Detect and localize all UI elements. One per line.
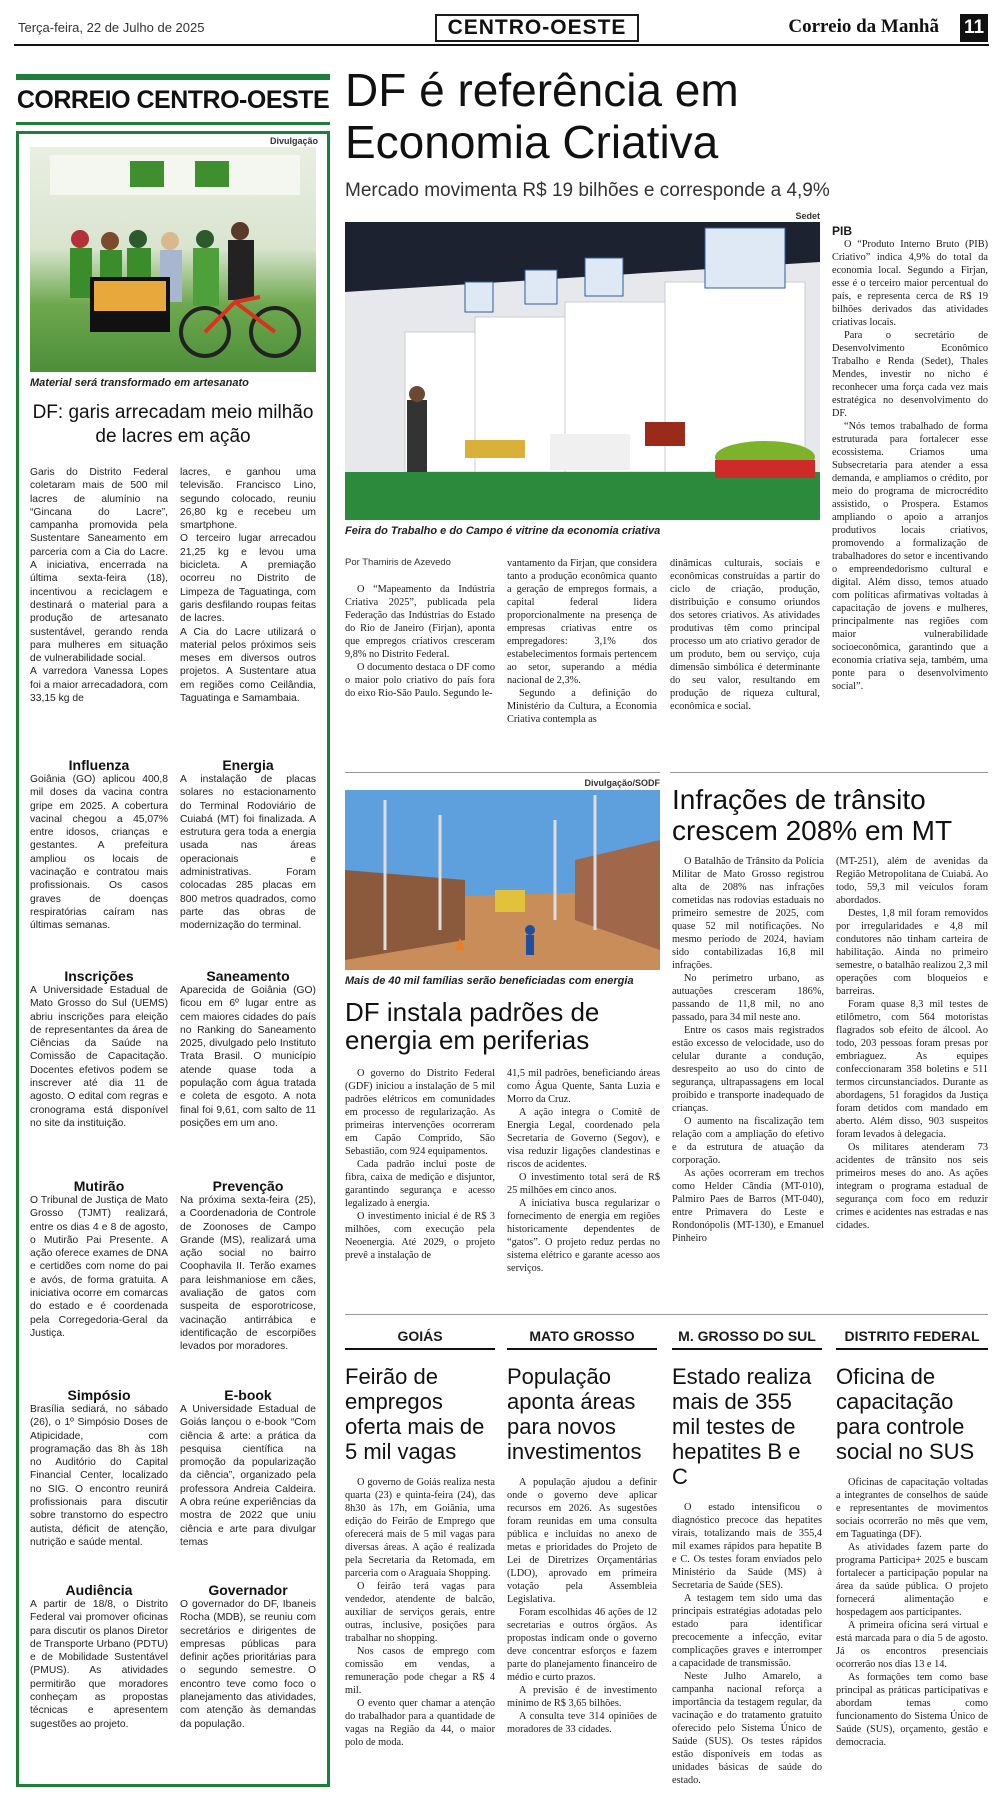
fair-stands-photo	[345, 222, 820, 520]
body-paragraph: Para o secretário de Desenvolvimento Econômico Trabalho e Renda (Sedet), Thales Mendes, investir no nicho é reconhecer uma força cada vez mais estratégica no desenvolvimento do DF.	[832, 330, 988, 419]
energy-col2	[507, 1067, 660, 1275]
body-paragraph: O investimento inicial é de R$ 3 milhões, com execução pela Neoenergia. Até 2029, o projeto prevê a instalação de	[345, 1211, 495, 1261]
note-text: Goiânia (GO) aplicou 400,8 mil doses da vacina contra gripe em 2025. A cobertura vacinal chegou a 45,07% entre idosos, crianças e gestantes. A prefeitura ampliou os locais de vacinação e contratou mais profissionais. Os casos graves de doenças respiratórias caíram nas últimas semanas.	[30, 774, 168, 932]
body-paragraph: A primeira oficina será virtual e está marcada para o dia 5 de agosto. Já os encontros presenciais ocorrerão nos dias 13 e 14.	[836, 1620, 988, 1670]
pib-heading: PIB	[832, 224, 853, 238]
note-text: O governador do DF, Ibaneis Rocha (MDB), se reuniu com secretários e dirigentes de empresas públicas para definir ações prioritárias para o segundo semestre. O encontro teve como foco o planejamento das atividades, com atenção às demandas da população.	[180, 1599, 316, 1730]
traffic-col2	[836, 855, 988, 1232]
body-paragraph: Os militares atenderam 73 acidentes de trânsito nos seis primeiros meses do ano. As ações integram o programa estadual de segurança com foco em reduzir crimes e acidentes nas estradas e nas cidades.	[836, 1142, 988, 1231]
sidebar-top-rule	[16, 74, 330, 80]
region-label: DISTRITO FEDERAL	[836, 1328, 988, 1350]
body-paragraph: “Nós temos trabalhado de forma estruturada para fortalecer esse ecossistema. Criamos uma Subsecretaria para atender a essa demanda, e ampliamos o crédito, por meio do programa de microcrédito assistido, o Prospera. Estamos ampliando o apoio a arranjos produtivos locais criativos, promovendo a formalização de trabalhadores do setor e incentivando o empreendedorismo cultural e digital. Além disso, temos atuado com políticas afirmativas voltadas à capacitação de jovens e mulheres, principalmente nas regiões com maior vulnerabilidade socioeconômica, garantindo que a economia criativa seja, também, uma ponte para o desenvolvimento social”.	[832, 421, 988, 692]
main-photo	[345, 222, 820, 520]
body-paragraph: A iniciativa busca regularizar o fornecimento de energia em regiões historicamente dependentes de “gatos”. O projeto reduz perdas no sistema elétrico e garante acesso aos serviços.	[507, 1198, 660, 1274]
traffic-headline: Infrações de trânsito crescem 208% em MT	[672, 784, 953, 846]
byline: Por Thamiris de Azevedo	[345, 557, 451, 568]
body-paragraph: As ações ocorreram em trechos como Helder Cândia (MT-010), Palmiro Paes de Barros (MT-040), entre Primavera do Leste e Rondonópolis (MT-130), e Emanuel Pinheiro	[672, 1168, 824, 1244]
main-photo-caption: Feira do Trabalho e do Campo é vitrine da economia criativa	[345, 525, 661, 537]
sidebar-photo-caption: Material será transformado em artesanato	[30, 377, 249, 389]
region-label: GOIÁS	[345, 1328, 495, 1350]
note-title: Simpósio	[67, 1387, 131, 1403]
note-saneamento	[180, 968, 316, 1130]
body-paragraph: O “Produto Interno Bruto (PIB) Criativo” indica 4,9% do total da economia local. Segundo a Firjan, esse é o terceiro maior percentual do país, e representa cerca de R$ 19 bilhões derivados das atividades criativas locais.	[832, 239, 988, 328]
body-paragraph: A testagem tem sido uma das principais estratégias adotadas pelo estado para identificar precocemente a infecção, evitar complicações graves e interromper a capacidade de transmissão.	[672, 1593, 822, 1669]
body-paragraph: A consulta teve 314 opiniões de moradores de 33 cidades.	[507, 1711, 657, 1735]
main-photo-credit: Sedet	[795, 211, 820, 221]
divider	[670, 772, 988, 773]
note-text: A partir de 18/8, o Distrito Federal vai promover oficinas para discutir os planos Diretor de Transporte Urbano (PDTU) e de Mobilidade Sustentável (PMUS). As atividades permitirão que moradores conheçam as propostas técnicas e apresentem sugestões ao projeto.	[30, 1599, 168, 1730]
note-audiencia	[30, 1582, 168, 1731]
lead-paragraph: O terceiro lugar arrecadou 21,25 kg e levou uma bicicleta. A premiação ocorreu no Distrito de Limpeza de Taguatinga, com garis desfilando roupas feitas de lacres.	[180, 533, 316, 625]
note-energia	[180, 757, 316, 933]
body-paragraph: O feirão terá vagas para vendedor, atendente de balcão, auxiliar de serviços gerais, entre outras, inclusive, posições para trabalhar no shopping.	[345, 1581, 495, 1644]
note-title: Mutirão	[73, 1178, 125, 1194]
lead-paragraph: A varredora Vanessa Lopes foi a maior arrecadadora, com 33,15 kg de	[30, 666, 168, 705]
body-paragraph: (MT-251), além de avenidas da Região Metropolitana de Cuiabá. Ao todo, 59,3 mil veículos foram abordados.	[836, 856, 988, 906]
brief-mato-grosso-do-sul	[672, 1328, 822, 1787]
body-paragraph: O evento quer chamar a atenção do trabalhador para a quantidade de vagas na Região da 44, o maior polo de moda.	[345, 1698, 495, 1748]
body-paragraph: Oficinas de capacitação voltadas a integrantes de conselhos de saúde e representantes de movimentos sociais ocorrerão no mês que vem, em Taguatinga (DF).	[836, 1477, 988, 1540]
energy-photo	[345, 790, 660, 970]
body-paragraph: Cada padrão inclui poste de fibra, caixa de medição e disjuntor, garantindo segurança e acesso legalizado à energia.	[345, 1159, 495, 1209]
divider	[345, 1314, 988, 1315]
energy-photo-caption: Mais de 40 mil famílias serão beneficiadas com energia	[345, 975, 634, 987]
brief-distrito-federal	[836, 1328, 988, 1749]
body-paragraph: O governo de Goiás realiza nesta quarta (23) e quinta-feira (24), das 8h30 às 17h, em Goiânia, uma edição do Feirão de Emprego que oferecerá mais de 5 mil vagas para diversas áreas. A ação é realizada pela Secretaria da Retomada, em parceria com o Araguaia Shopping.	[345, 1477, 495, 1579]
body-paragraph: 41,5 mil padrões, beneficiando áreas como Água Quente, Santa Luzia e Morro da Cruz.	[507, 1068, 660, 1105]
note-title: Governador	[208, 1582, 288, 1598]
note-title: E-book	[224, 1387, 272, 1403]
note-title: Influenza	[68, 757, 130, 773]
body-paragraph: O estado intensificou o diagnóstico precoce das hepatites virais, totalizando mais de 355,4 mil exames rápidos para hepatite B e C. Os testes foram enviados pelo Ministério da Saúde (MS) à Secretaria de Saúde (SES).	[672, 1502, 822, 1591]
note-influenza	[30, 757, 168, 933]
note-text: Brasília sediará, no sábado (26), o 1º Simpósio Doses de Atipicidade, com programação das 8h às 18h no Auditório do Capital Financial Center, localizado no SIG. O encontro reunirá profissionais para discutir sobre transtorno do espectro autista, déficit de atenção, nutrição e saúde mental.	[30, 1404, 168, 1548]
note-title: Prevenção	[212, 1178, 284, 1194]
body-paragraph: O governo do Distrito Federal (GDF) iniciou a instalação de 5 mil padrões elétricos em comunidades em processo de regularização. As primeiras intervenções ocorreram em Capão Comprido, São Sebastião, com 924 equipamentos.	[345, 1068, 495, 1157]
brief-mato-grosso	[507, 1328, 657, 1736]
body-paragraph: A previsão é de investimento mínimo de R$ 3,65 bilhões.	[507, 1685, 657, 1709]
body-paragraph: A população ajudou a definir onde o governo deve aplicar recursos em 2026. As sugestões foram reunidas em uma consulta pública e incluídas no anexo de metas e prioridades do Projeto de Lei de Diretrizes Orçamentárias (LDO), aprovado em primeira votação pela Assembleia Legislativa.	[507, 1477, 657, 1605]
note-prevencao	[180, 1178, 316, 1354]
main-col3	[670, 557, 820, 713]
body-paragraph: Foram escolhidas 46 ações de 12 secretarias e outros órgãos. As propostas indicam onde o governo deve concentrar esforços e fazem parte do planejamento financeiro de médio e curto prazos.	[507, 1607, 657, 1683]
note-mutirao	[30, 1178, 168, 1340]
note-inscricoes	[30, 968, 168, 1130]
body-paragraph: Segundo a definição do Ministério da Cultura, a Economia Criativa contempla as	[507, 688, 657, 725]
main-col2	[507, 557, 657, 726]
sidebar-lead-col1	[30, 466, 168, 705]
brief-headline: Oficina de capacitação para controle social no SUS	[836, 1364, 975, 1464]
page-number: 11	[960, 14, 988, 42]
brief-headline: Feirão de empregos oferta mais de 5 mil vagas	[345, 1364, 485, 1464]
main-headline: DF é referência em Economia Criativa	[345, 64, 739, 168]
note-text: A Universidade Estadual de Mato Grosso do Sul (UEMS) abriu inscrições para eleição de representantes da área de Ciências da Saúde na Comissão de Capacitação. Docentes efetivos podem se inscrever até dia 11 de agosto. O edital com regras e cronograma está disponível no site da instituição.	[30, 985, 168, 1129]
body-paragraph: Neste Julho Amarelo, a campanha nacional reforça a importância da testagem regular, da vacinação e do tratamento gratuito oferecido pelo Sistema Único de Saúde (SUS). Os testes rápidos estão disponíveis em todas as unidades básicas de saúde do estado.	[672, 1671, 822, 1786]
body-paragraph: Destes, 1,8 mil foram removidos por irregularidades e 4,8 mil condutores não tinham carteira de habilitação. Ainda no primeiro semestre, o batalhão realizou 2,3 mil operações com bloqueios e barreiras.	[836, 908, 988, 997]
energy-photo-credit: Divulgação/SODF	[584, 778, 660, 788]
sidebar-title-rule	[16, 122, 330, 125]
body-paragraph: O investimento total será de R$ 25 milhões em cinco anos.	[507, 1172, 660, 1196]
divider	[345, 772, 660, 773]
region-label: MATO GROSSO	[507, 1328, 657, 1350]
body-paragraph: As atividades fazem parte do programa Participa+ 2025 e buscam fortalecer a participação popular na área da saúde pública. O projeto fornecerá alimentação e hospedagem aos participantes.	[836, 1542, 988, 1618]
brief-goias	[345, 1328, 495, 1749]
section-label: CENTRO-OESTE	[435, 14, 639, 42]
energy-headline: DF instala padrões de energia em periferias	[345, 997, 600, 1055]
note-ebook	[180, 1387, 316, 1549]
note-simposio	[30, 1387, 168, 1549]
note-text: Aparecida de Goiânia (GO) ficou em 6º lugar entre as cem maiores cidades do país no Ranking do Saneamento 2025, divulgado pelo Instituto Trata Brasil. O município atende quase toda a população com água tratada e coleta de esgoto. A nota final foi 9,61, com salto de 11 posições em um ano.	[180, 985, 316, 1129]
note-text: O Tribunal de Justiça de Mato Grosso (TJMT) realizará, entre os dias 4 e 8 de agosto, o Mutirão Pai Presente. A ação oferece exames de DNA e certidões com nome do pai e avós, de forma gratuita. A iniciativa ocorre em comarcas do estado e é coordenada pela Corregedoria-Geral da Justiça.	[30, 1195, 168, 1339]
energy-col1	[345, 1067, 495, 1262]
garis-group-photo	[30, 147, 316, 372]
body-paragraph: O documento destaca o DF como o maior polo criativo do país fora do eixo Rio-São Paulo. Segundo le-	[345, 662, 495, 699]
lead-paragraph: lacres, e ganhou uma televisão. Francisco Lino, segundo colocado, reuniu 26,80 kg e recebeu um smartphone.	[180, 467, 316, 532]
lead-paragraph: Garis do Distrito Federal coletaram mais de 500 mil lacres de alumínio na “Gincana do Lacre”, campanha promovida pela Sustentare Saneamento em parceria com a Cia do Lacre. A iniciativa, encerrada na última sexta-feira (18), incentivou a reciclagem e destinará o material para a produção de artesanato sustentável, gerando renda para mulheres em situação de vulnerabilidade social.	[30, 467, 168, 665]
note-governador	[180, 1582, 316, 1731]
edition-date: Terça-feira, 22 de Julho de 2025	[18, 20, 205, 35]
body-paragraph: Nos casos de emprego com comissão em vendas, a remuneração pode chegar a R$ 4 mil.	[345, 1646, 495, 1696]
brief-headline: População aponta áreas para novos investimentos	[507, 1364, 642, 1464]
sidebar-title: CORREIO CENTRO-OESTE	[16, 86, 330, 114]
sidebar-headline: DF: garis arrecadam meio milhão de lacres em ação	[32, 402, 314, 447]
newspaper-name: Correio da Manhã	[788, 16, 939, 37]
main-col1	[345, 583, 495, 700]
note-title: Energia	[222, 757, 274, 773]
pib-column	[832, 224, 988, 693]
main-subtitle: Mercado movimenta R$ 19 bilhões e corresponde a 4,9%	[345, 180, 830, 201]
body-paragraph: As formações tem como base principal as práticas participativas e abordam temas como funcionamento do Sistema Único de Saúde (SUS), orçamento, gestão e democracia.	[836, 1672, 988, 1748]
body-paragraph: O aumento na fiscalização tem relação com a ampliação do efetivo e da estrutura de atuação da corporação.	[672, 1116, 824, 1166]
body-paragraph: vantamento da Firjan, que considera tanto a produção econômica quanto a geração de empregos formais, a capital federal lidera proporcionalmente na presença de empresas criativas entre os empregadores: 3,1% dos estabelecimentos formais pertencem ao setor, superando a média nacional de 2,3%.	[507, 558, 657, 686]
street-works-photo	[345, 790, 660, 970]
body-paragraph: A ação integra o Comitê de Energia Legal, coordenado pela Secretaria de Governo (Segov), e visa reduzir ligações clandestinas e riscos de acidentes.	[507, 1107, 660, 1170]
sidebar-photo-credit: Divulgação	[269, 136, 318, 146]
note-title: Inscrições	[64, 968, 134, 984]
region-label: M. GROSSO DO SUL	[672, 1328, 822, 1350]
lead-paragraph: A Cia do Lacre utilizará o material pelos próximos seis meses em diversos outros projetos. A Sustentare atua em regiões como Ceilândia, Taguatinga e Samambaia.	[180, 626, 316, 705]
note-text: Na próxima sexta-feira (25), a Coordenadoria de Controle de Zoonoses de Campo Grande (MS), realizará uma ação social no bairro Coophavila II. Terão exames para leishmaniose em cães, avaliação de gatos com suspeita de esporotricose, vacinação antirrábica e identificação de escorpiões levados por moradores.	[180, 1195, 316, 1353]
traffic-col1	[672, 855, 824, 1245]
body-paragraph: Foram quase 8,3 mil testes de etilômetro, com 564 motoristas flagrados sob efeito de álcool. Ao todo, 203 pessoas foram presas por embriaguez. As equipes confeccionaram 358 boletins e 511 termos circunstanciados. Durante as abordagens, 51 foragidos da Justiça foram detidos com mandado em aberto. Além disso, 903 suspeitos foram levados à delegacia.	[836, 999, 988, 1140]
body-paragraph: No perímetro urbano, as autuações cresceram 186%, passando de 11,8 mil, no ano passado, para 34 mil neste ano.	[672, 973, 824, 1023]
note-title: Audiência	[65, 1582, 133, 1598]
note-text: A Universidade Estadual de Goiás lançou o e-book “Com ciência & arte: a prática da pesquisa científica na promoção da popularização da ciência”, organizado pela professora Andreia Caldeira. A obra reúne experiências da mostra de 2022 que uniu ciência e arte para divulgar temas	[180, 1404, 316, 1548]
brief-headline: Estado realiza mais de 355 mil testes de hepatites B e C	[672, 1364, 812, 1489]
body-paragraph: O Batalhão de Trânsito da Polícia Militar de Mato Grosso registrou alta de 208% nas infrações cometidas nas rodovias estaduais no primeiro semestre de 2025, com quase 52 mil notificações. No mesmo período de 2024, haviam sido contabilizadas 16,8 mil infrações.	[672, 856, 824, 971]
note-text: A instalação de placas solares no estacionamento do Terminal Rodoviário de Cuiabá (MT) foi finalizada. A estrutura gera toda a energia usada nas áreas operacionais e administrativas. Foram colocadas 285 placas em 800 metros quadrados, como parte das obras de modernização do terminal.	[180, 774, 316, 932]
header-rule	[14, 44, 989, 46]
note-title: Saneamento	[206, 968, 290, 984]
sidebar-photo	[30, 147, 316, 372]
sidebar-lead-col2	[180, 466, 316, 705]
body-paragraph: O “Mapeamento da Indústria Criativa 2025”, publicada pela Federação das Indústrias do Estado do Rio de Janeiro (Firjan), aponta que empregos criativos cresceram 9,8% no Distrito Federal.	[345, 584, 495, 660]
body-paragraph: dinâmicas culturais, sociais e econômicas construídas a partir do ciclo de criação, produção, distribuição e consumo oriundos dos setores criativos. As atividades produtivas têm como principal processo um ato criativo gerador de um produto, bem ou serviço, cuja dimensão simbólica é determinante do seu valor, resultando em produção de riqueza cultural, econômica e social.	[670, 558, 820, 712]
body-paragraph: Entre os casos mais registrados estão excesso de velocidade, uso do celular durante a condução, desrespeito ao uso do cinto de segurança, ultrapassagens em local proibido e transporte inadequado de crianças.	[672, 1025, 824, 1114]
